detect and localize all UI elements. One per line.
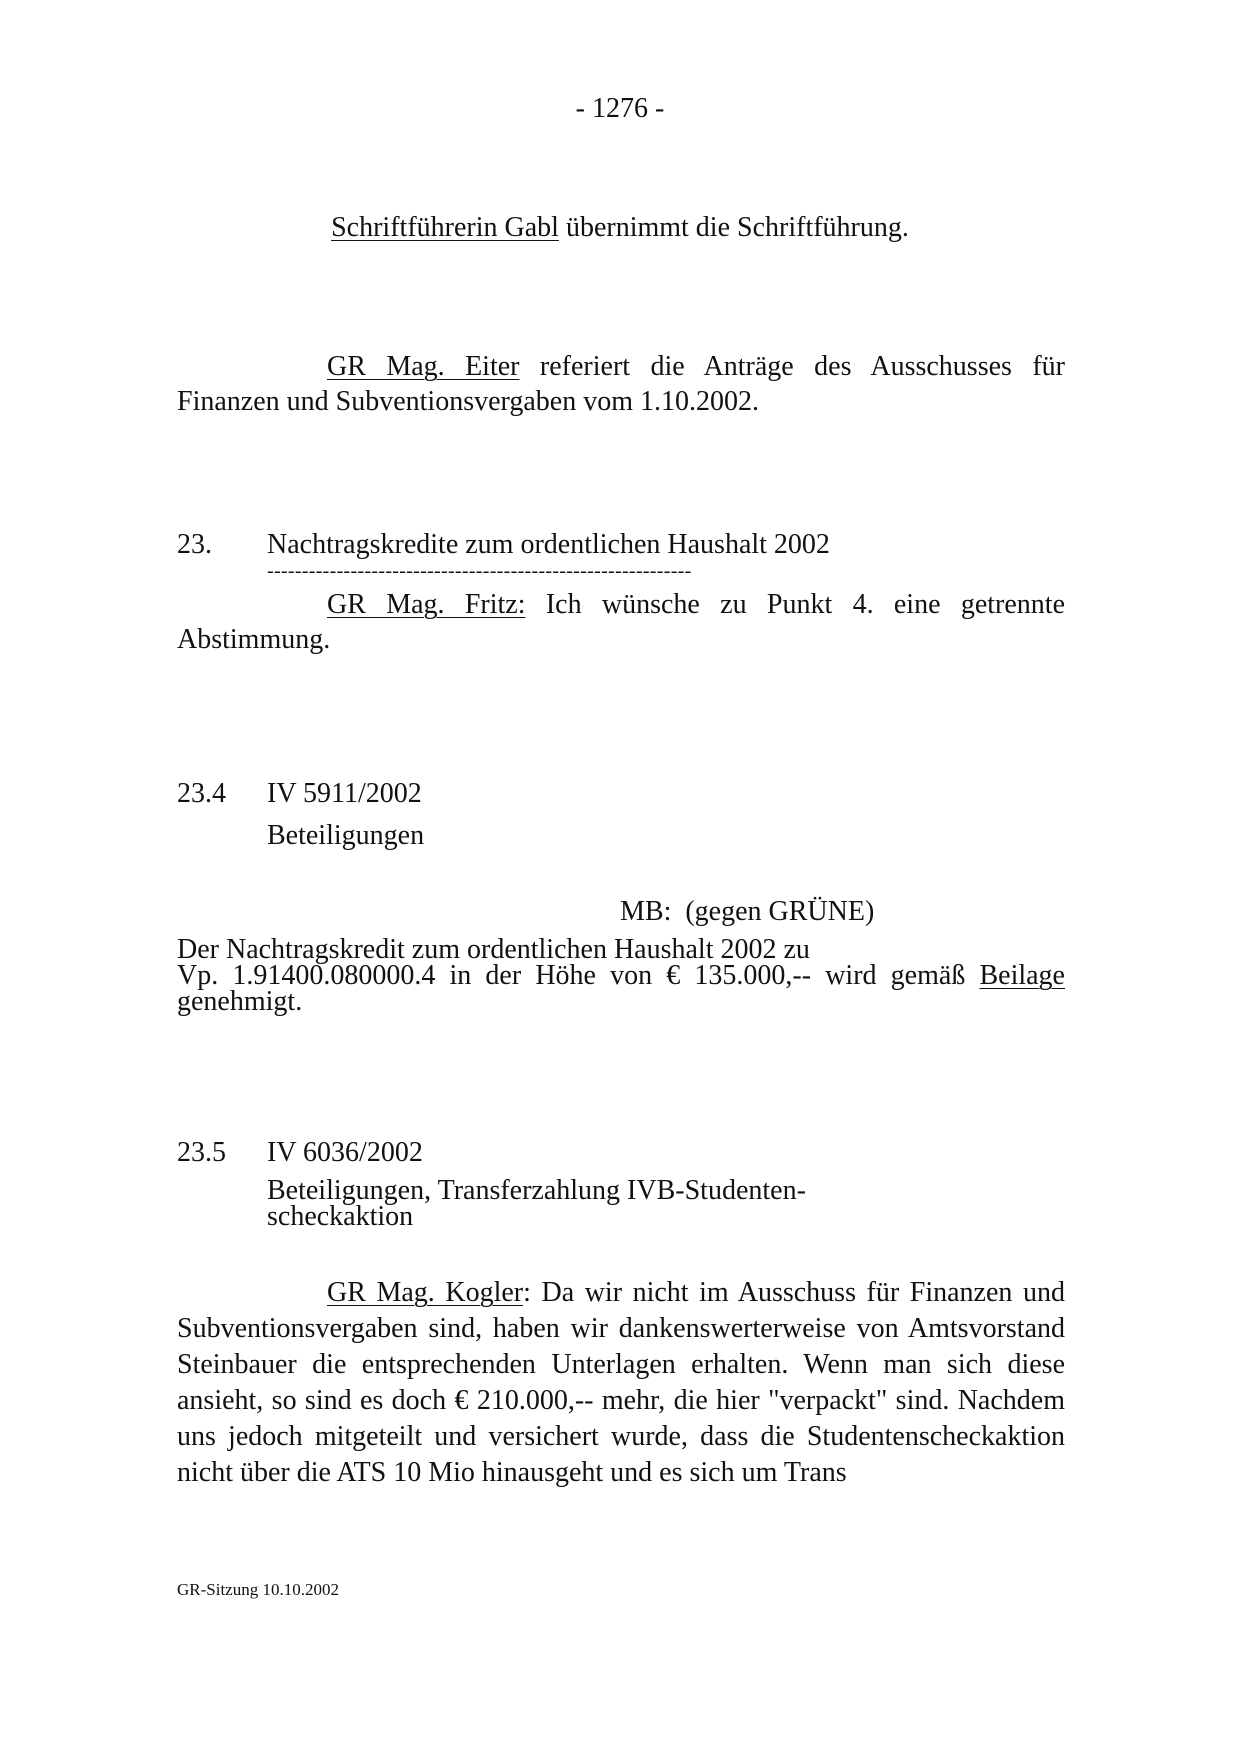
intro-line [0,210,1240,245]
report-paragraph [177,349,1065,419]
item-reference: IV 5911/2002 [267,778,422,809]
subject-line: scheckaktion [267,1201,414,1232]
report-speaker: GR Mag. Eiter [327,351,520,382]
resolution-block [177,934,1065,1017]
item-reference: IV 6036/2002 [267,1137,423,1168]
fritz-paragraph [177,587,1065,657]
item-number: 23.4 [177,778,226,809]
item-number: 23.5 [177,1137,226,1168]
item-subject [267,1175,806,1232]
beilage-reference: Beilage [979,960,1065,991]
resolution-line: Der Nachtragskredit zum ordentlichen Haushalt 2002 zu [177,934,810,965]
item-title: Nachtragskredite zum ordentlichen Haushalt 2002 [267,529,830,560]
footer: GR-Sitzung 10.10.2002 [177,1580,339,1599]
resolution-line: genehmigt. [177,986,303,1017]
kogler-paragraph [177,1275,1065,1491]
item-number: 23. [177,529,212,560]
fritz-text: Ich wünsche zu Punkt 4. eine getrennte Abstimmung. [177,589,1065,655]
separator-line: ------------------------------------------------------------- [267,560,692,582]
item-subject: Beteiligungen [267,820,425,851]
kogler-speaker: GR Mag. Kogler [327,1277,524,1308]
resolution-text: Vp. 1.91400.080000.4 in der Höhe von € 135.000,-- wird gemäß [177,960,980,991]
intro-text: übernimmt die Schriftführung. [558,212,909,243]
report-text: referiert die Anträge des Ausschusses für Finanzen und Subventionsvergaben vom 1.10.2002. [177,351,1065,417]
page-number: - 1276 - [575,93,665,124]
kogler-text: : Da wir nicht im Ausschuss für Finanzen und Subventionsvergaben sind, haben wir dankenswerterweise von Amtsvorstand Steinbauer die entsprechenden Unterlagen erhalten. Wenn man sich diese ansieht, so sind es doch € 210.000,-- mehr, die hier "verpackt" sind. Nachdem uns jedoch mitgeteilt und versichert wurde, dass die Studentenscheckaktion nicht über die ATS 10 Mio hinausgeht und es sich um Trans [177,1277,1065,1488]
fritz-speaker: GR Mag. Fritz: [327,589,526,620]
vote-label: MB: [620,896,672,927]
resolution-line [177,960,1065,991]
intro-name: Schriftführerin Gabl [331,212,559,243]
subject-line: Beteiligungen, Transferzahlung IVB-Studenten- [267,1175,806,1206]
vote-result [620,894,874,929]
vote-text: (gegen GRÜNE) [685,896,875,927]
